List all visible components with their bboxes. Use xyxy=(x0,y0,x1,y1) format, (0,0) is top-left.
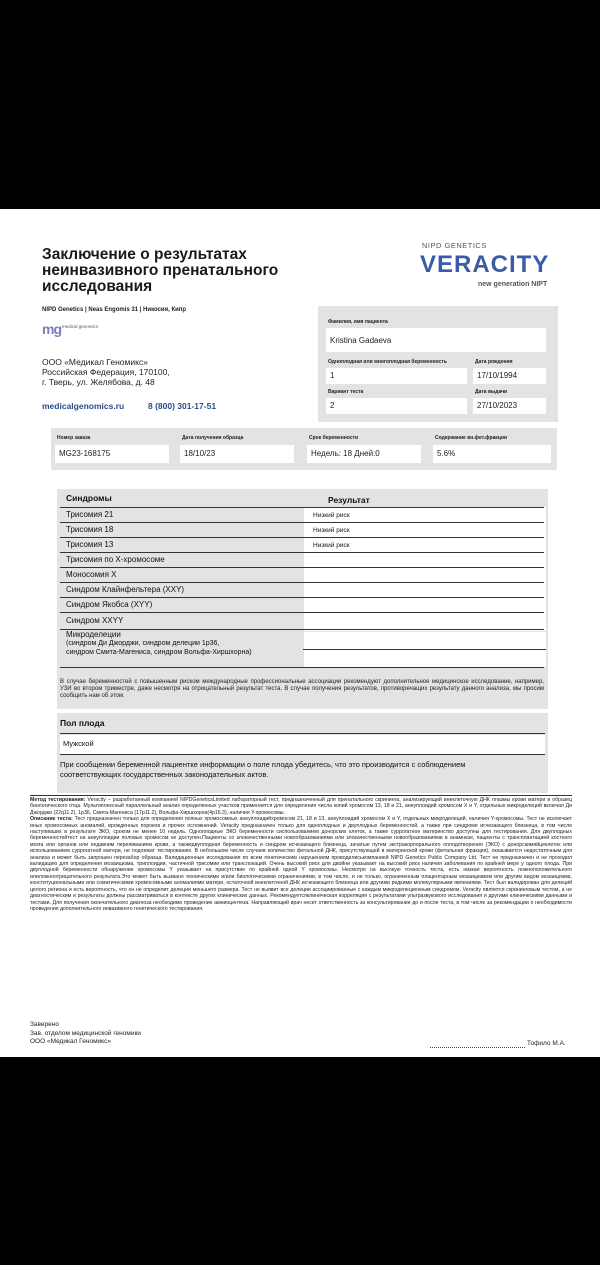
syndrome-name: Трисомия 18 xyxy=(66,525,114,534)
term-label: Срок беременности xyxy=(309,435,359,441)
result-row xyxy=(60,613,544,630)
issue-label: Дата выдачи xyxy=(475,389,508,395)
order-number: MG23-168175 xyxy=(55,445,169,463)
fetal-sex-note: При сообщении беременной пациентке информации о поле плода убедитесь, что это производится с соблюдением соответствующих государственных законодательных актов. xyxy=(60,760,466,779)
syndrome-name: Трисомия 21 xyxy=(66,510,114,519)
result-row xyxy=(60,538,544,553)
syndrome-name: Моносомия X xyxy=(66,570,117,579)
syndrome-result: Низкий риск xyxy=(313,512,350,519)
website-link[interactable]: medicalgenomics.ru xyxy=(42,401,125,411)
order-label: Номер заказа xyxy=(57,435,91,441)
report-page xyxy=(0,209,600,1057)
org-address-block xyxy=(42,357,170,387)
microdel-line1: (синдром Ди Джорджи, синдром делеции 1р36, xyxy=(66,640,220,647)
patient-name-label: Фамилия, имя пациента xyxy=(328,319,388,325)
syndrome-result: Низкий риск xyxy=(313,527,350,534)
variant-label: Вариант теста xyxy=(328,389,364,395)
syndrome-name: Трисомия 13 xyxy=(66,540,114,549)
syndrome-name: Синдром Якобса (XYY) xyxy=(66,600,153,609)
patient-name: Kristina Gadaeva xyxy=(326,328,546,352)
fetal-sex-box xyxy=(60,735,545,755)
sample-date: 18/10/23 xyxy=(180,445,294,463)
syndrome-name: Синдром Клайнфельтера (XXY) xyxy=(66,585,185,594)
microdel-title: Микроделеции xyxy=(66,630,121,639)
dob-value: 17/10/1994 xyxy=(473,368,546,384)
method-divider xyxy=(30,795,572,796)
org-country: Российская Федерация, 170100, xyxy=(42,367,170,377)
medical-genomics-logo xyxy=(42,321,102,339)
microdel-divider xyxy=(303,649,546,650)
microdel-line2: синдром Смита-Магениса, синдром Вольфа-Хиршхорна) xyxy=(66,649,252,656)
fetal-sex-title: Пол плода xyxy=(60,718,105,728)
result-row xyxy=(60,553,544,568)
result-row xyxy=(60,508,544,523)
lab-address: NIPD Genetics | Neas Engomis 31 | Никосия, Кипр xyxy=(42,307,187,313)
fetal-sex-divider xyxy=(60,733,545,734)
signer-position: Зав. отделом медицинской геномики xyxy=(30,1029,141,1037)
method-label: Метод тестирования: xyxy=(30,797,86,803)
microdel-bottom-line xyxy=(60,667,544,668)
syndrome-name: Трисомия по Х-хромосоме xyxy=(66,555,165,564)
description-text: Тест предназначен только для определения полных хромосомных анеуплоидийхромосом 21, 18 и 13, анеуплоидий хромосом X и Y, отдельных микроделеций, наличия Y-хромосомы. Тест не исключает иных хромосомных аномалий, врожденных пороков и прочих осложнений. Veracity предназначен только для одноплодных и двуплодных беременностей, а также при синдроме исчезающего близнеца, в том числе наступивших в результате ЭКО, сроком не менее 10 недель. Одноплодные ЭКО беременности сиспользованием донорских клеток, а также суррогатное материнство доступны для тестирования. Для двуплодных беременностейтест на анеуплоидии половых хромосом не доступен.Пациенты со злокачественными новообразованиями или злокачественными новообразованиями в анамнезе, пациенты с трансплантацией костного мозга или органов или недавним переливанием крови, а такжедвуплодная беременность и синдром исчезающего близнеца, зачатые путем экстракорпорального оплодотворения (ЭКО) с донорскимяйцеклеток или использованием суррогатной матери, не подлежат тестированию. В небольшом числе случаев количество фетальной ДНК, присутствующей в материнской крови (фетальная фракция), оказывается недостаточным для анализа и может быть запрошен перезабор образца. Валидационные исследования по всем генетическим нарушениям проводилиськомпанией NIPD Genetics Public Company Ltd. Тест не предназначен и не проходил валидацию для определения мозаицизма, триплоидии, частичной трисомии или транслокаций. Очень высокий риск для двойни указывает на высокий риск наличия заболевания по крайней мере у одного плода. При двуплодной беременности обнаружение хромосомы Y указывает на присутствие по крайней одной Y хромосомы. Несмотря на высокую точность теста, есть низкая вероятность ложноположительного илиложноотрицательного результата.Это может быть вызвано техническими и/или биологическими ограничениями, в том числе, и не только, ограниченным плацентарным мозаицизмом или другим видом мозаицизма, конституциональными или соматическими хромосомными аномалиями матери, остаточной внеклеточной ДНК исчезающего близнеца или другими редкими молекулярными явлениями. Тест был валидирован для делеций целого региона и есть вероятность, что он не определит делеции меньшего размера. Тест не выявит все делеции ассоциированные с каждым микроделеционным синдромом. Veracity является скрининговым тестом, а не диагностическим и результаты должны рассматриваться в контексте других клинических данных. Рекомендуетсяклиническая корреляция с результатами ультразвукового исследования и другими клиническими данными и тестами. Для получения окончательного диагноза необходимо проведение амниоцентеза. Направляющий врач несет ответственность за консультирование до и после теста, в том числе за рекомендации о необходимости проведения дополнительного инвазивного генетического тестирования. xyxy=(30,816,572,912)
signature-line xyxy=(430,1047,525,1048)
logo-mark: mg xyxy=(42,321,61,337)
result-row xyxy=(60,523,544,538)
col-syndromes: Синдромы xyxy=(66,493,112,503)
signer-name: Тофило М.А. xyxy=(527,1040,566,1047)
sample-date-label: Дата получения образца xyxy=(182,435,244,441)
pregnancy-value: 1 xyxy=(326,368,467,384)
certified-label: Заверено xyxy=(30,1021,59,1028)
result-row xyxy=(60,583,544,598)
org-street: г. Тверь, ул. Желябова, д. 48 xyxy=(42,377,155,387)
certification-block xyxy=(30,1021,141,1047)
brand-top: NIPD GENETICS xyxy=(422,241,487,250)
description-label: Описание теста: xyxy=(30,816,73,823)
recommendation-note: В случае беременностей с повышенным риском международные профессиональные ассоциации рекомендуют дополнительное медицинское исследование, например, УЗИ во втором триместре, даже несмотря на отрицательный результат теста. В случае получения результатов, противоречащих результату данного анализа, мы просим сообщить нам об этом. xyxy=(60,679,544,699)
issue-date: 27/10/2023 xyxy=(473,398,546,414)
fetal-fraction: 5.6% xyxy=(433,445,551,463)
variant-value: 2 xyxy=(326,398,467,414)
org-name: ООО «Медикал Геномикс» xyxy=(42,357,148,367)
page-title: Заключение о результатах неинвазивного пренатального исследования xyxy=(42,246,279,295)
gestation-term: Недель: 18 Дней:0 xyxy=(307,445,421,463)
pregnancy-label: Одноплодная или многоплодная беременность xyxy=(328,359,447,365)
syndrome-name: Синдром XXYY xyxy=(66,616,124,625)
logo-text: medical genomics xyxy=(62,324,99,329)
phone-number: 8 (800) 301-17-51 xyxy=(148,401,217,411)
syndrome-result: Низкий риск xyxy=(313,542,350,549)
col-result: Результат xyxy=(328,495,370,505)
signer-org: ООО «Медикал Геномикс» xyxy=(30,1038,111,1045)
fetal-sex-panel xyxy=(57,713,548,793)
fetal-fraction-label: Содержание вн.фет.фракции xyxy=(435,435,508,441)
brand-sub: new generation NIPT xyxy=(478,281,548,288)
patient-panel xyxy=(318,306,558,422)
dob-label: Дата рождения xyxy=(475,359,513,365)
veracity-logo: VERACITY xyxy=(420,251,550,278)
method-text: Veracity – разработанный компанией NIPDGeneticsLimited лабораторный тест, предназначенный для пренатального скрининга, анализирующий внеклеточную ДНК плазмы крови матери и образец биологического отца. Мультиплексный параллельный анализ определенных участков применяется для определения числа копий хромосом 13, 18 и 21, анеуплоидий хромосом X и Y, отдельных микроделеций включая Ди Джорджи (22q11.2), 1р36, Смита-Магениса (17р11.2), Вольфа-Хиршхорна(4р16.3), наличия Y-хромосомы. xyxy=(30,797,572,816)
result-row xyxy=(60,568,544,583)
method-section xyxy=(30,797,572,912)
result-row xyxy=(60,598,544,613)
order-panel xyxy=(51,428,557,470)
fetal-sex-value: Мужской xyxy=(63,739,94,748)
